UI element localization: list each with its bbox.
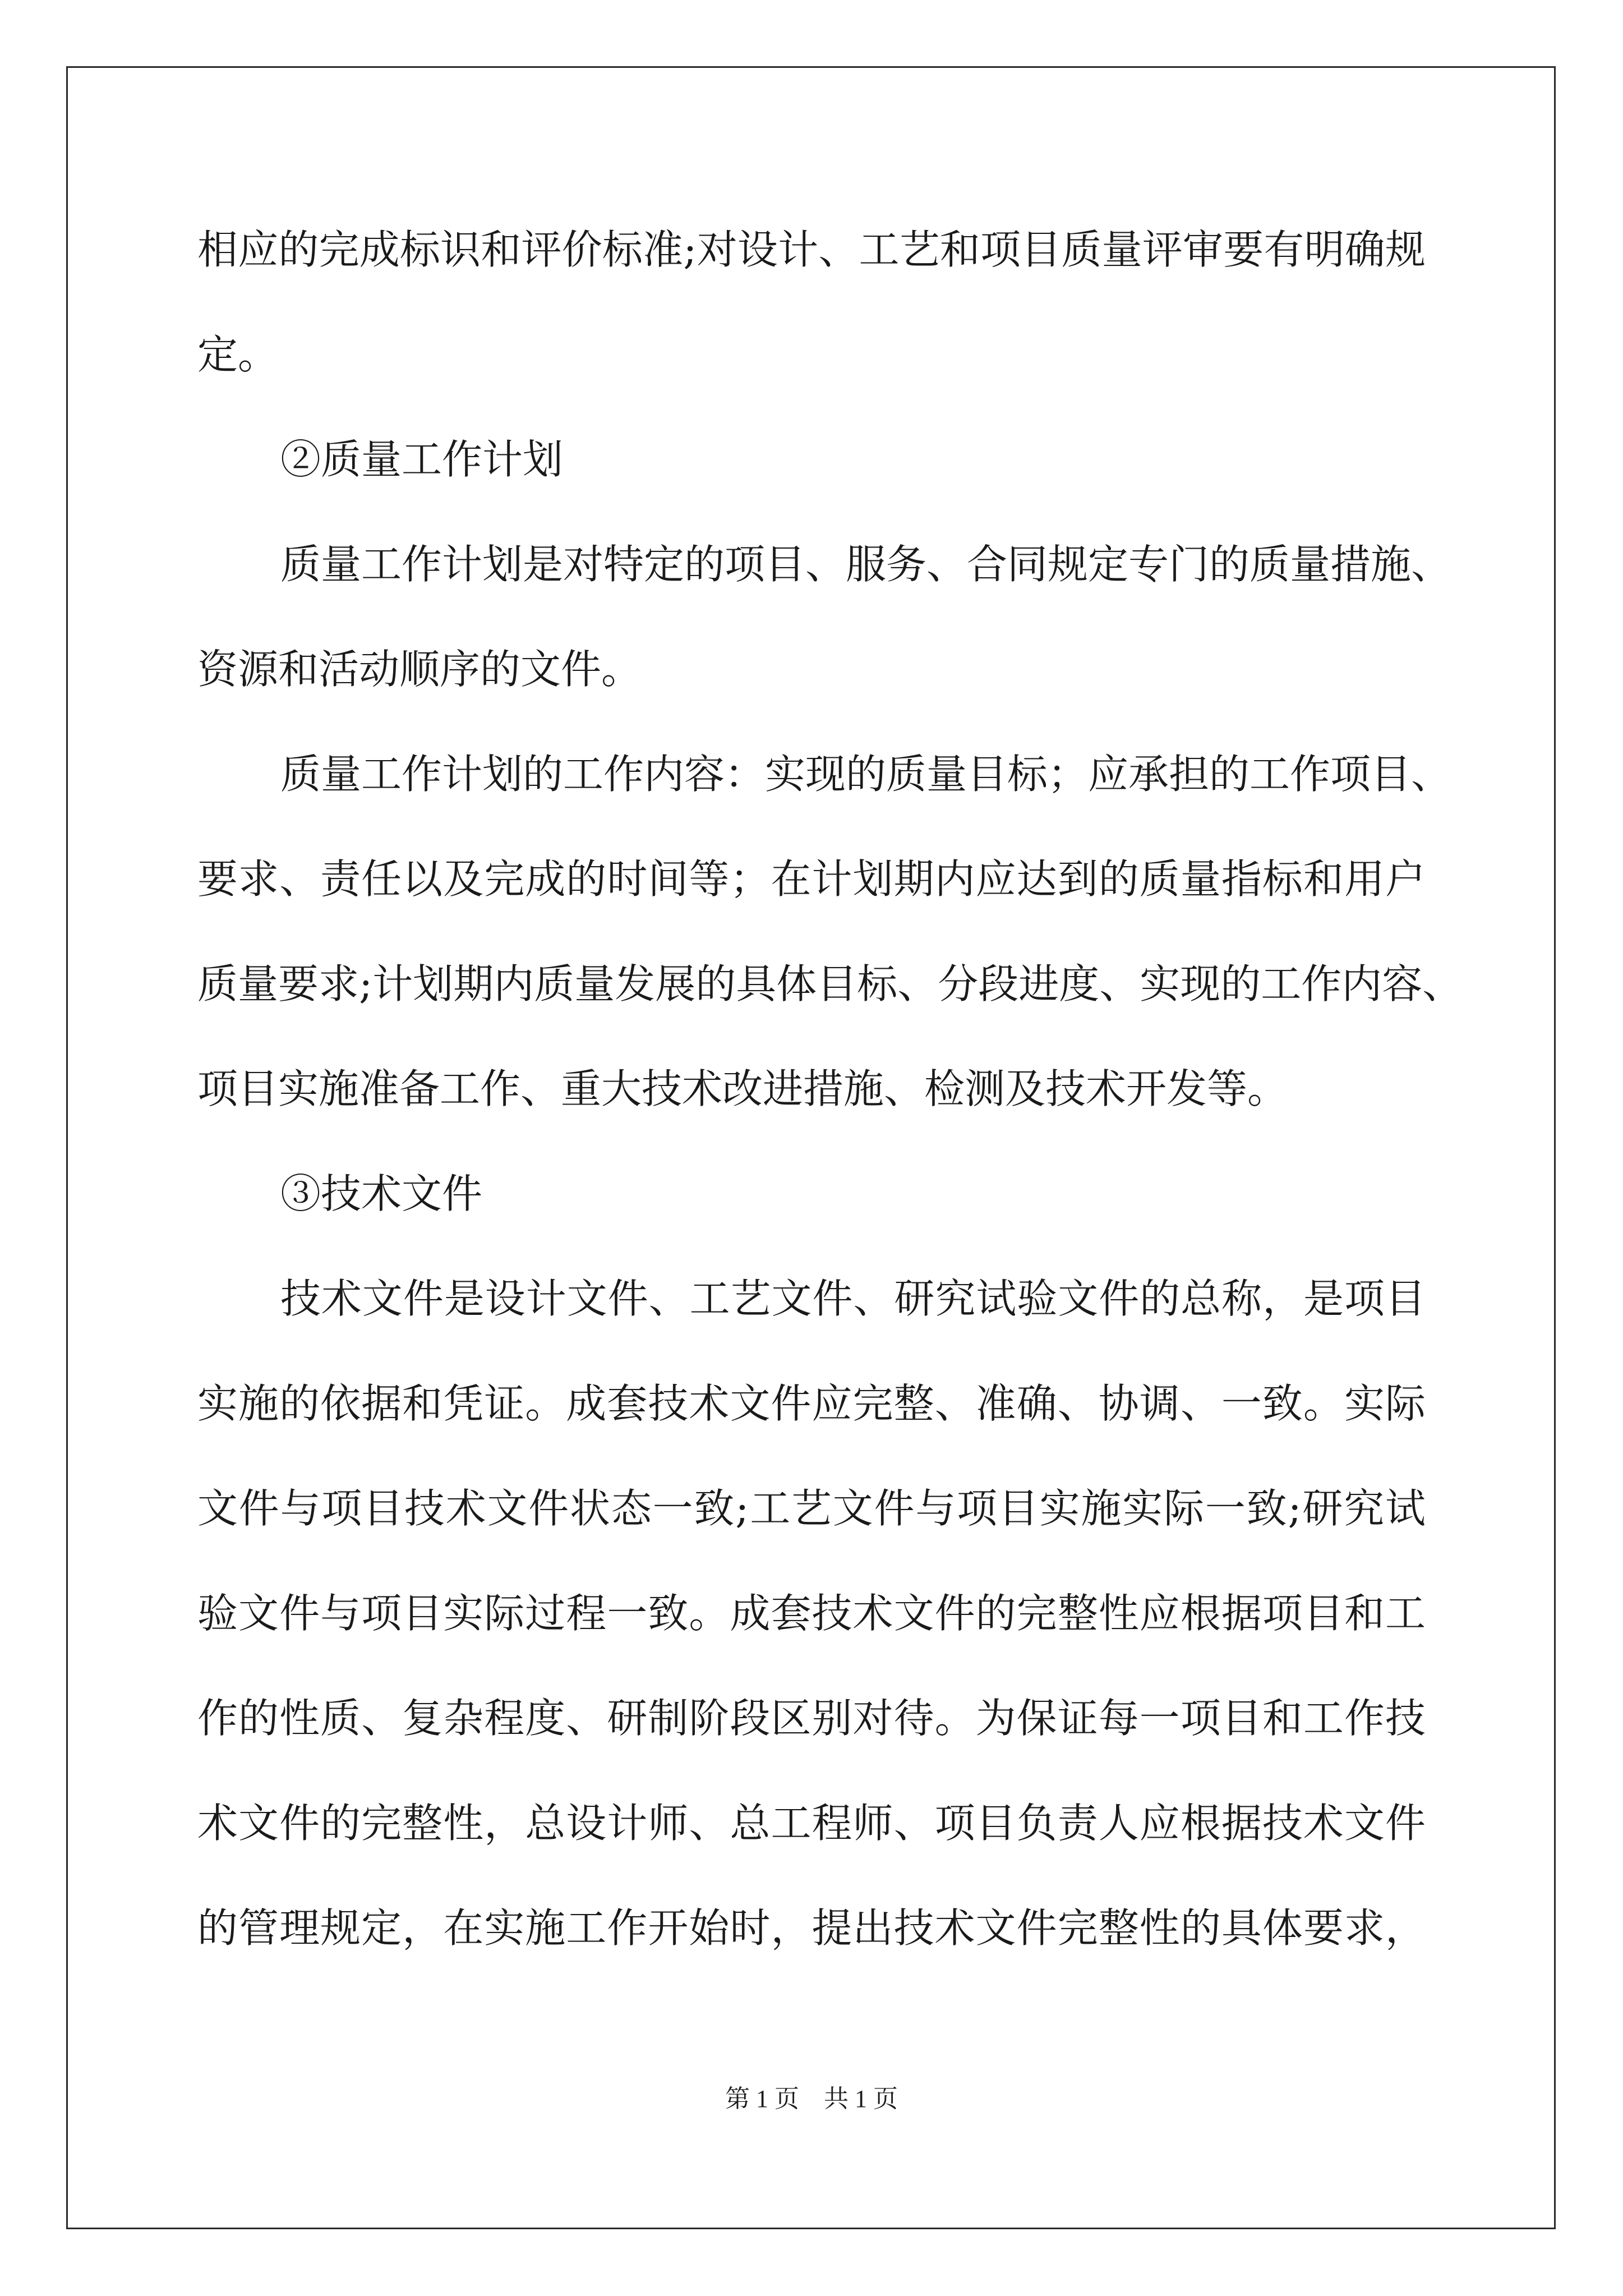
text-line: 文件与项目技术文件状态一致;工艺文件与项目实施实际一致;研究试 [197, 1485, 1426, 1532]
text-line: 的管理规定，在实施工作开始时，提出技术文件完整性的具体要求， [197, 1904, 1426, 1952]
section-heading: ②质量工作计划 [280, 436, 564, 483]
text-line: 相应的完成标识和评价标准;对设计、工艺和项目质量评审要有明确规 [197, 226, 1426, 273]
text-line: 术文件的完整性，总设计师、总工程师、项目负责人应根据技术文件 [197, 1800, 1426, 1847]
document-body [197, 205, 1463, 1988]
page-footer [0, 2082, 1623, 2116]
text-line: 验文件与项目实际过程一致。成套技术文件的完整性应根据项目和工 [197, 1590, 1426, 1637]
page-total: 共 1 页 [824, 2085, 898, 2113]
text-line: 质量工作计划的工作内容：实现的质量目标；应承担的工作项目、 [280, 751, 1452, 798]
section-heading: ③技术文件 [280, 1170, 483, 1217]
text-line: 要求、责任以及完成的时间等；在计划期内应达到的质量指标和用户 [197, 855, 1426, 903]
text-line: 作的性质、复杂程度、研制阶段区别对待。为保证每一项目和工作技 [197, 1695, 1426, 1742]
text-line: 质量工作计划是对特定的项目、服务、合同规定专门的质量措施、 [280, 541, 1452, 588]
text-line: 项目实施准备工作、重大技术改进措施、检测及技术开发等。 [197, 1065, 1288, 1112]
page-number: 第 1 页 [725, 2085, 799, 2113]
text-line: 质量要求;计划期内质量发展的具体目标、分段进度、实现的工作内容、 [197, 960, 1463, 1007]
text-line: 实施的依据和凭证。成套技术文件应完整、准确、协调、一致。实际 [197, 1380, 1426, 1427]
text-line: 技术文件是设计文件、工艺文件、研究试验文件的总称，是项目 [280, 1275, 1426, 1322]
text-line: 资源和活动顺序的文件。 [197, 646, 642, 693]
text-line: 定。 [197, 331, 279, 378]
